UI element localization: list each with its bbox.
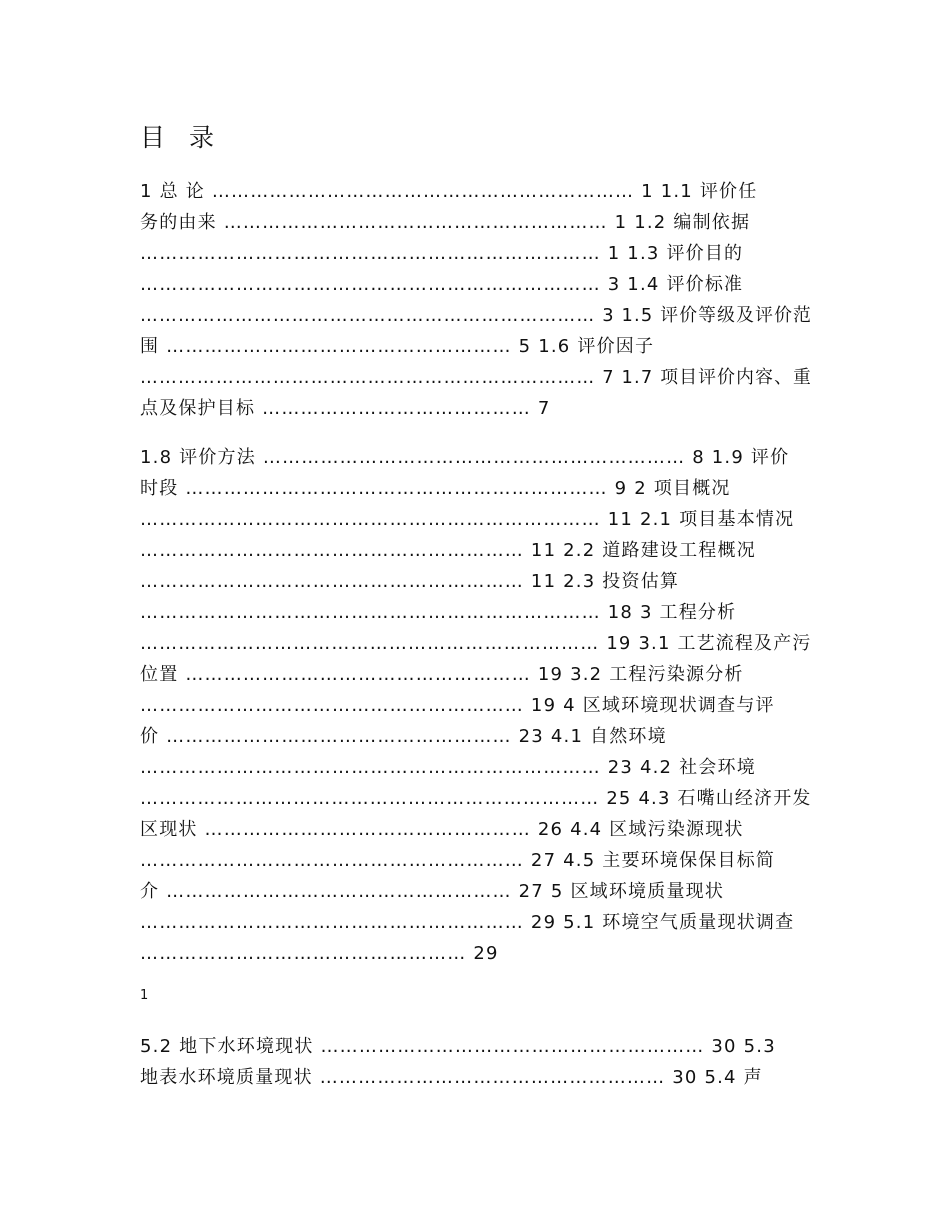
- toc-line: 时段 ………………………………………………………… 9 2 项目概况: [140, 478, 731, 499]
- toc-line: 位置 ……………………………………………… 19 3.2 工程污染源分析: [140, 664, 744, 685]
- page-number: 1: [140, 988, 149, 1003]
- toc-line: 点及保护目标 …………………………………… 7: [140, 398, 551, 419]
- toc-line: …………………………………………………… 27 4.5 主要环境保保目标简: [140, 850, 776, 871]
- toc-line: 介 ……………………………………………… 27 5 区域环境质量现状: [140, 881, 725, 902]
- toc-line: 地表水环境质量现状 ……………………………………………… 30 5.4 声: [140, 1067, 763, 1088]
- toc-line: 价 ……………………………………………… 23 4.1 自然环境: [140, 726, 667, 747]
- toc-line: …………………………………………… 29: [140, 943, 499, 964]
- toc-line: ……………………………………………………………… 3 1.5 评价等级及评价范: [140, 305, 813, 326]
- toc-line: ……………………………………………………………… 1 1.3 评价目的: [140, 243, 744, 264]
- toc-line: ……………………………………………………………… 18 3 工程分析: [140, 602, 737, 623]
- toc-line: …………………………………………………… 19 4 区域环境现状调查与评: [140, 695, 775, 716]
- toc-line: 务的由来 …………………………………………………… 1 1.2 编制依据: [140, 212, 751, 233]
- toc-line: 1.8 评价方法 ………………………………………………………… 8 1.9 评价: [140, 447, 790, 468]
- toc-line: 区现状 …………………………………………… 26 4.4 区域污染源现状: [140, 819, 744, 840]
- toc-line: ……………………………………………………………… 11 2.1 项目基本情况: [140, 509, 795, 530]
- toc-line: …………………………………………………… 11 2.2 道路建设工程概况: [140, 540, 756, 561]
- toc-line: 5.2 地下水环境现状 …………………………………………………… 30 5.3: [140, 1036, 776, 1057]
- toc-line: ……………………………………………………………… 3 1.4 评价标准: [140, 274, 744, 295]
- toc-line: ……………………………………………………………… 23 4.2 社会环境: [140, 757, 756, 778]
- toc-line: …………………………………………………… 11 2.3 投资估算: [140, 571, 680, 592]
- toc-line: 1 总 论 ………………………………………………………… 1 1.1 评价任: [140, 181, 758, 202]
- toc-title: 目 录: [140, 123, 222, 152]
- toc-line: ……………………………………………………………… 25 4.3 石嘴山经济开发: [140, 788, 812, 809]
- toc-line: ……………………………………………………………… 19 3.1 工艺流程及产污: [140, 633, 812, 654]
- toc-line: …………………………………………………… 29 5.1 环境空气质量现状调查: [140, 912, 795, 933]
- toc-line: ……………………………………………………………… 7 1.7 项目评价内容、重: [140, 367, 813, 388]
- toc-line: 围 ……………………………………………… 5 1.6 评价因子: [140, 336, 655, 357]
